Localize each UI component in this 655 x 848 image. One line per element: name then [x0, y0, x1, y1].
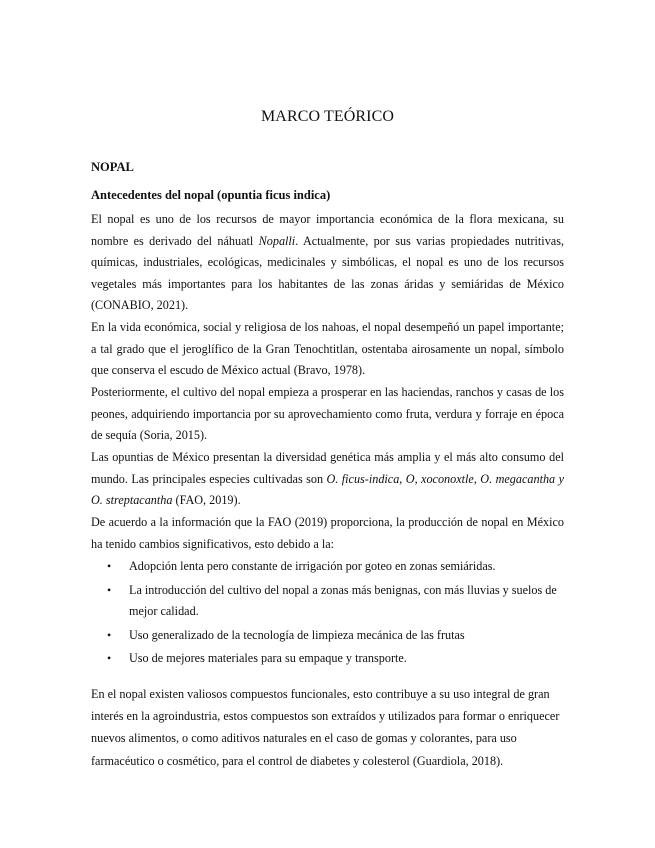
paragraph-1-text-a: El nopal es uno de los recursos de mayor importancia económica de la flora mexicana, su nombre es derivado del náhuatl: [91, 212, 564, 248]
list-item-text: La introducción del cultivo del nopal a zonas más benignas, con más lluvias y suelos de mejor calidad.: [129, 582, 557, 619]
list-item: [91, 625, 564, 647]
bullet-icon: •: [107, 582, 112, 597]
paragraph-5: De acuerdo a la información que la FAO (2019) proporciona, la producción de nopal en México ha tenido cambios significativos, esto debido a la:: [91, 515, 564, 551]
list-item: [91, 580, 564, 623]
paragraph-3: Posteriormente, el cultivo del nopal empieza a prosperar en las haciendas, ranchos y casas de los peones, adquiriendo importancia por su aprovechamiento como fruta, verdura y forraje en época de sequía (Soria, 2015).: [91, 385, 564, 443]
list-item: [91, 648, 564, 670]
bullet-list: [91, 556, 564, 672]
list-item-text: Adopción lenta pero constante de irrigación por goteo en zonas semiáridas.: [129, 559, 496, 573]
paragraph-4: [91, 447, 564, 512]
subsection-heading: Antecedentes del nopal (opuntia ficus indica): [91, 188, 331, 202]
paragraph-4-text-b: (FAO, 2019).: [172, 493, 241, 508]
paragraph-4-text-a: Las opuntias de México presentan la diversidad genética más amplia y el más alto consumo del mundo. Las principales especies cultivadas son: [91, 450, 564, 486]
bullet-icon: •: [107, 651, 112, 666]
paragraph-4-italic: O. ficus-indica, O, xoconoxtle, O. megacantha y O. streptacantha: [91, 471, 564, 508]
paragraph-1-italic: Nopalli: [258, 233, 296, 248]
list-item: [91, 556, 564, 578]
list-item-text: Uso generalizado de la tecnología de limpieza mecánica de las frutas: [129, 627, 465, 642]
bullet-icon: •: [107, 627, 112, 642]
list-item-text: Uso de mejores materiales para su empaque y transporte.: [129, 651, 407, 666]
section-heading: NOPAL: [91, 160, 134, 174]
bullet-icon: •: [107, 559, 112, 573]
page-title: MARCO TEÓRICO: [260, 108, 395, 125]
paragraph-1: [91, 209, 564, 317]
paragraph-6: En el nopal existen valiosos compuestos funcionales, esto contribuye a su uso integral de gran interés en la agroindustria, estos compuestos son extraídos y utilizados para formar o enriquecer nuevos alimentos, o como aditivos naturales en el caso de gomas y colorantes, para uso farmacéutico o cosmético, para el control de diabetes y colesterol (Guardiola, 2018).: [91, 687, 560, 768]
paragraph-1-text-b: . Actualmente, por sus varias propiedades nutritivas, químicas, industriales, ecológicas, medicinales y simbólicas, el nopal es uno de los recursos vegetales más importantes para los habitantes de las zonas áridas y semiáridas de México (CONABIO, 2021).: [91, 233, 564, 313]
paragraph-2: En la vida económica, social y religiosa de los nahoas, el nopal desempeñó un papel importante; a tal grado que el jeroglífico de la Gran Tenochtitlan, ostentaba airosamente un nopal, símbolo que conserva el escudo de México actual (Bravo, 1978).: [91, 320, 564, 378]
